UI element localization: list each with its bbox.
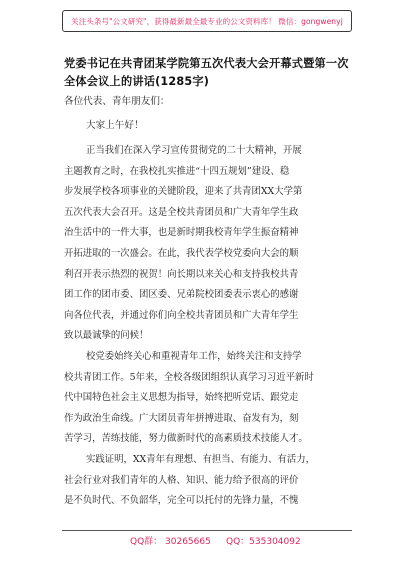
paragraph-line: 步发展学校各项事业的关键阶段，迎来了共青团XX大学第 <box>64 186 303 198</box>
paragraph-line: 苦学习，苦练技能，努力做新时代的高素质技术技能人才。 <box>64 433 308 445</box>
salutation: 各位代表、青年朋友们： <box>64 96 170 107</box>
promo-banner <box>62 10 352 32</box>
paragraph-line: 主题教育之时，在我校扎实推进“十四五规划”建设、稳 <box>64 165 290 177</box>
paragraph-line: 正当我们在深入学习宣传贯彻党的二十大精神，开展 <box>86 145 302 156</box>
document-title-line: 党委书记在共青团某学院第五次代表大会开幕式暨第一次 <box>64 57 349 70</box>
footer-divider <box>62 530 352 531</box>
paragraph-line: 利召开表示热烈的祝贺！向长期以来关心和支持我校共青 <box>64 268 299 280</box>
paragraph-line: 是不负时代、不负韶华，完全可以托付的先锋力量，不愧 <box>64 495 299 507</box>
footer-qq-number: QQ：535304092 <box>226 537 301 547</box>
paragraph-line: 社会行业对我们青年的人格、知识、能力给予很高的评价 <box>64 474 299 486</box>
paragraph-line: 致以最诚挚的问候！ <box>64 330 149 342</box>
document-body <box>64 55 354 512</box>
paragraph-line: 实践证明，XX青年有理想、有担当、有能力、有活力， <box>86 453 315 465</box>
paragraph-line: 代中国特色社会主义思想为指导，始终把听党话、跟党走 <box>64 392 299 404</box>
paragraph-line: 五次代表大会召开。这是全校共青团员和广大青年学生政 <box>64 206 299 218</box>
paragraph-line: 团工作的团市委、团区委、兄弟院校团委表示衷心的感谢 <box>64 289 299 301</box>
footer-qq-group: QQ群： 30265665 <box>130 537 211 547</box>
paragraph-line: 校共青团工作。5年来，全校各级团组织认真学习习近平新时 <box>64 371 314 383</box>
paragraph-line: 开拓进取的一次盛会。在此，我代表学校党委向大会的顺 <box>64 247 299 259</box>
paragraph <box>64 141 354 347</box>
paragraph <box>64 450 354 512</box>
document-title <box>64 55 354 91</box>
paragraph-line: 向各位代表，并通过你们向全校共青团员和广大青年学生 <box>64 309 299 321</box>
paragraph <box>64 347 354 450</box>
page-footer <box>0 530 408 550</box>
document-title-line: 全体会议上的讲话(1285字) <box>64 75 210 88</box>
paragraph-line: 治生活中的一件大事，也是新时期我校青年学生振奋精神 <box>64 227 299 239</box>
greeting: 大家上午好！ <box>86 120 144 131</box>
paragraph-line: 作为政治生命线。广大团员青年拼搏进取、奋发有为，刻 <box>64 412 299 424</box>
promo-banner-text: 关注头条号"公文研究"，获得最新最全最专业的公文资料库！ 微信：gongwenyj <box>71 16 343 26</box>
paragraph-line: 校党委始终关心和重视青年工作，始终关注和支持学 <box>86 350 302 362</box>
